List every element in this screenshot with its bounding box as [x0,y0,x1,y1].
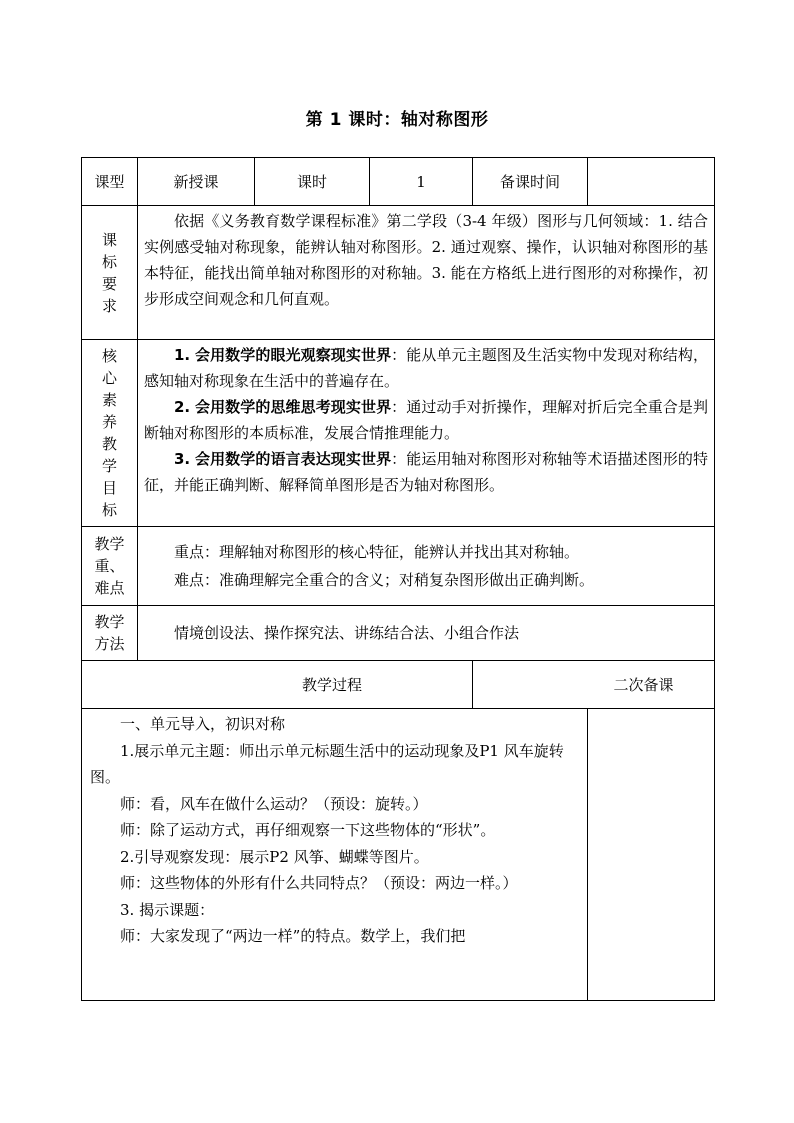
literacy-goal-3: 3. 会用数学的语言表达现实世界：能运用轴对称图形对称轴等术语描述图形的特征，并能正确判断、解释简单图形是否为轴对称图形。 [144,450,708,494]
focus-point: 重点：理解轴对称图形的核心特征，能辨认并找出其对称轴。 [174,543,580,561]
process-line: 1.展示单元主题：师出示单元标题生活中的运动现象及P1 风车旋转图。 [90,741,564,786]
standards-text: 依据《义务教育数学课程标准》第二学段（3-4 年级）图形与几何领域：1. 结合实例感受轴对称现象，能辨认轴对称图形。2. 通过观察、操作，认识轴对称图形的基本特征，能找出简单轴对称图形的对称轴。3. 能在方格纸上进行图形的对称操作，初步形成空间观念和几何直观。 [138,206,715,340]
prep-time-label: 备课时间 [473,158,588,206]
process-line: 2.引导观察发现：展示P2 风筝、蝴蝶等图片。 [120,847,429,866]
process-line: 师：看，风车在做什么运动？（预设：旋转。） [120,794,428,813]
second-prep-content [588,709,715,1001]
class-hours-label: 课时 [255,158,370,206]
process-line: 一、单元导入，初识对称 [120,715,286,733]
methods-text: 情境创设法、操作探究法、讲练结合法、小组合作法 [138,606,715,661]
literacy-goal-1: 1. 会用数学的眼光观察现实世界：能从单元主题图及生活实物中发现对称结构，感知轴对称现象在生活中的普遍存在。 [144,346,708,390]
course-type-label: 课型 [82,158,138,206]
process-line: 3. 揭示课题： [120,900,215,919]
standards-label: 课 标 要 求 [82,206,138,340]
process-line: 师：这些物体的外形有什么共同特点？（预设：两边一样。） [120,874,518,892]
key-points-row [82,527,715,606]
class-hours-value: 1 [370,158,473,206]
difficult-point: 难点：准确理解完全重合的含义；对稍复杂图形做出正确判断。 [174,571,595,589]
key-points-text [138,527,715,606]
literacy-row [82,340,715,527]
methods-label: 教学 方法 [82,606,138,661]
prep-time-value [588,158,715,206]
process-row [82,709,715,1001]
literacy-goals [138,340,715,527]
info-row [82,158,715,206]
page-title: 第 1 课时：轴对称图形 [305,110,489,130]
process-line: 师：大家发现了“两边一样”的特点。数学上，我们把 [120,927,466,945]
second-prep-header: 二次备课 [473,661,715,709]
process-header-row [82,661,715,709]
process-content [82,709,588,1001]
standards-row [82,206,715,340]
literacy-label: 核 心 素 养 教 学 目 标 [82,340,138,527]
methods-row [82,606,715,661]
course-type-value: 新授课 [138,158,255,206]
process-line: 师：除了运动方式，再仔细观察一下这些物体的“形状”。 [120,821,496,839]
process-header: 教学过程 [82,661,473,709]
key-points-label: 教学 重、 难点 [82,527,138,606]
literacy-goal-2: 2. 会用数学的思维思考现实世界：通过动手对折操作，理解对折后完全重合是判断轴对称图形的本质标准，发展合情推理能力。 [144,398,708,442]
lesson-plan-table [81,157,715,1001]
